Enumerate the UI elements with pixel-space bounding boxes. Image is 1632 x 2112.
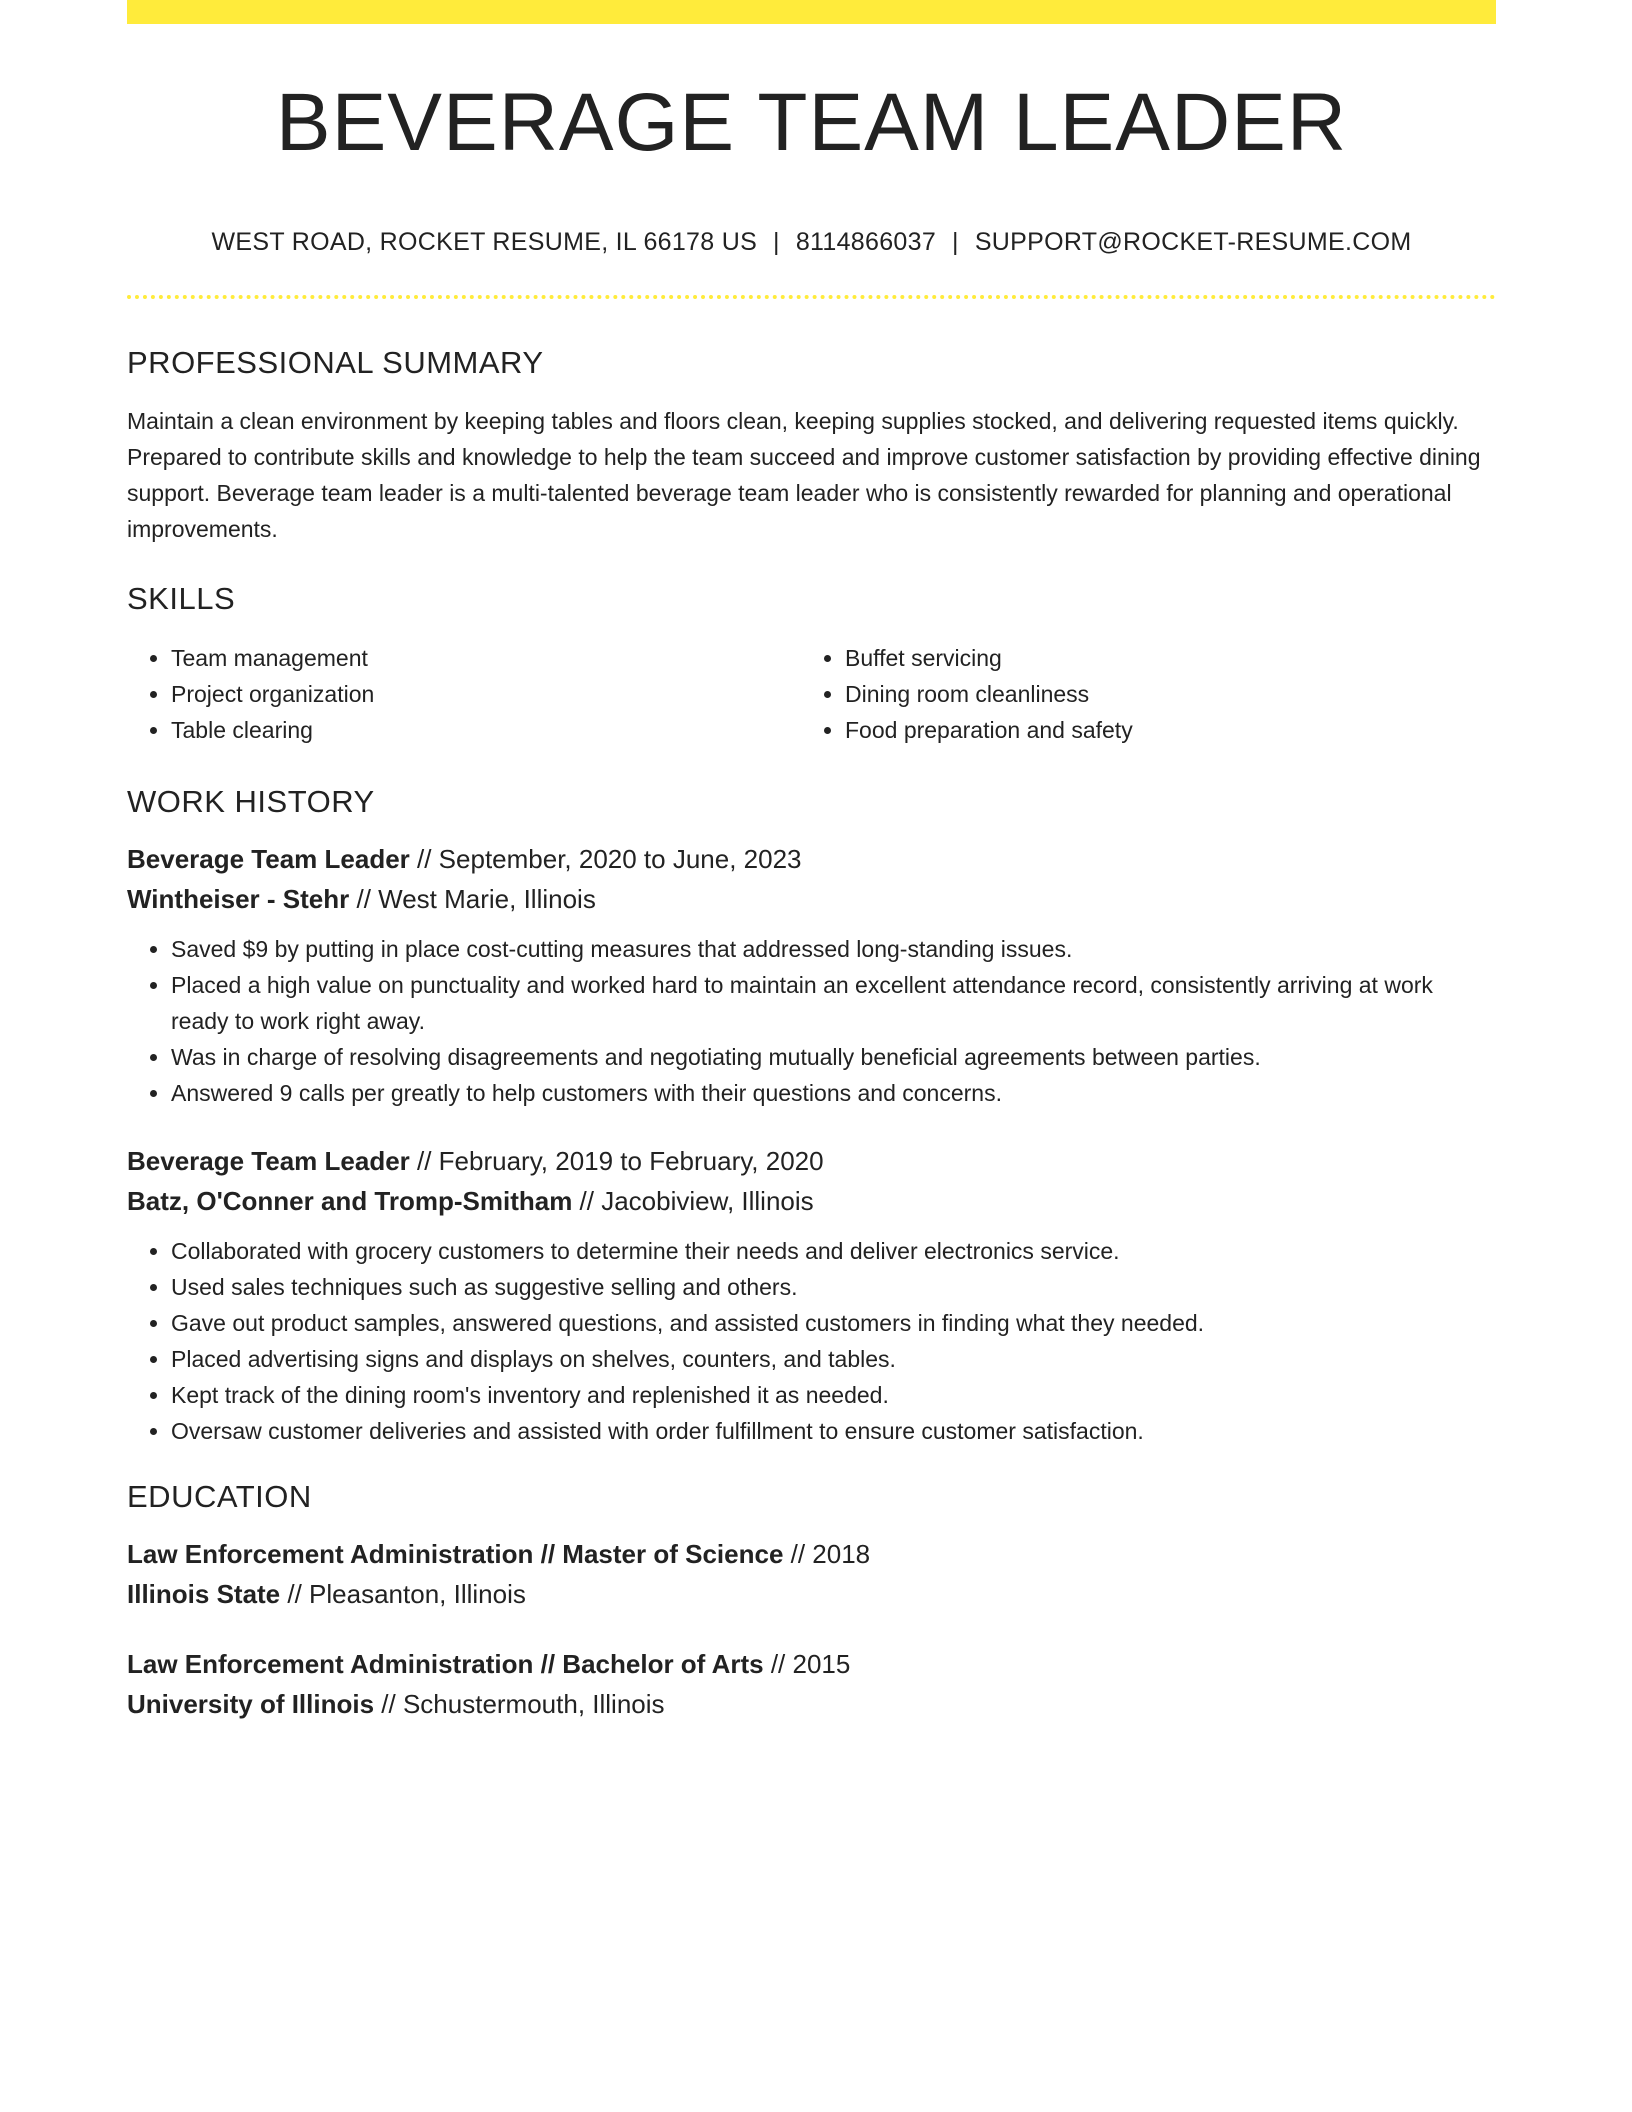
job-company-line xyxy=(127,1181,1496,1221)
education-school-line xyxy=(127,1574,1496,1614)
education-school: University of Illinois xyxy=(127,1689,375,1719)
skill-item: • Food preparation and safety xyxy=(845,712,1475,748)
education-degree-line xyxy=(127,1644,1496,1684)
job-bullet: • Oversaw customer deliveries and assisted with order fulfillment to ensure customer satisfaction. xyxy=(171,1413,1496,1449)
education-heading: EDUCATION xyxy=(127,1479,312,1514)
job-role: Beverage Team Leader xyxy=(127,1146,410,1176)
education-year: // 2018 xyxy=(783,1539,871,1569)
education-location: // Pleasanton, Illinois xyxy=(280,1579,526,1609)
education-location: // Schustermouth, Illinois xyxy=(374,1689,665,1719)
resume-name: BEVERAGE TEAM LEADER xyxy=(275,77,1348,168)
job-entry xyxy=(127,839,1496,1111)
job-dates: // September, 2020 to June, 2023 xyxy=(409,844,802,874)
skill-item: • Dining room cleanliness xyxy=(845,676,1475,712)
skills-heading: SKILLS xyxy=(127,581,236,616)
skill-item: • Project organization xyxy=(171,676,801,712)
contact-email: SUPPORT@ROCKET-RESUME.COM xyxy=(974,228,1412,256)
education-school: Illinois State xyxy=(127,1579,281,1609)
job-bullets xyxy=(127,931,1496,1111)
education-degree: Law Enforcement Administration // Master of Science xyxy=(127,1539,784,1569)
education-year: // 2015 xyxy=(763,1649,851,1679)
skills-column-left xyxy=(127,640,801,748)
summary-heading: PROFESSIONAL SUMMARY xyxy=(127,345,544,380)
education-entry xyxy=(127,1644,1496,1724)
education-degree: Law Enforcement Administration // Bachelor of Arts xyxy=(127,1649,764,1679)
job-title-line xyxy=(127,1141,1496,1181)
accent-top-bar xyxy=(127,0,1496,24)
education-degree-line xyxy=(127,1534,1496,1574)
job-location: // West Marie, Illinois xyxy=(349,884,596,914)
skill-item: • Table clearing xyxy=(171,712,801,748)
job-dates: // February, 2019 to February, 2020 xyxy=(409,1146,824,1176)
work-history-heading: WORK HISTORY xyxy=(127,784,375,819)
job-bullet: • Collaborated with grocery customers to determine their needs and deliver electronics service. xyxy=(171,1233,1496,1269)
job-company: Wintheiser - Stehr xyxy=(127,884,350,914)
skill-item: • Team management xyxy=(171,640,801,676)
education-school-line xyxy=(127,1684,1496,1724)
skill-item: • Buffet servicing xyxy=(845,640,1475,676)
job-role: Beverage Team Leader xyxy=(127,844,410,874)
contact-phone: 8114866037 xyxy=(795,228,937,256)
job-company: Batz, O'Conner and Tromp-Smitham xyxy=(127,1186,573,1216)
job-bullet: • Answered 9 calls per greatly to help customers with their questions and concerns. xyxy=(171,1075,1496,1111)
education-entry xyxy=(127,1534,1496,1614)
contact-address: WEST ROAD, ROCKET RESUME, IL 66178 US xyxy=(211,228,758,256)
contact-separator: | xyxy=(952,228,959,256)
job-bullet: • Kept track of the dining room's inventory and replenished it as needed. xyxy=(171,1377,1496,1413)
job-bullet: • Gave out product samples, answered questions, and assisted customers in finding what they needed. xyxy=(171,1305,1496,1341)
job-bullet: • Was in charge of resolving disagreements and negotiating mutually beneficial agreements between parties. xyxy=(171,1039,1496,1075)
skills-list xyxy=(127,640,1496,748)
job-entry xyxy=(127,1141,1496,1449)
job-company-line xyxy=(127,879,1496,919)
summary-text: Maintain a clean environment by keeping tables and floors clean, keeping supplies stocked, and delivering requested items quickly. Prepared to contribute skills and knowledge to help the team succeed and improve customer satisfaction by providing effective dining support. Beverage team leader is a multi-talented beverage team leader who is consistently rewarded for planning and operational improvements. xyxy=(127,408,1481,542)
contact-separator: | xyxy=(773,228,780,256)
job-bullet: • Used sales techniques such as suggestive selling and others. xyxy=(171,1269,1496,1305)
skills-column-right xyxy=(801,640,1475,748)
job-bullet: • Placed a high value on punctuality and worked hard to maintain an excellent attendance record, consistently arriving at work ready to work right away. xyxy=(171,967,1496,1039)
resume-page xyxy=(127,0,1496,1724)
dotted-divider xyxy=(127,295,1496,299)
job-location: // Jacobiview, Illinois xyxy=(572,1186,814,1216)
job-title-line xyxy=(127,839,1496,879)
job-bullet: • Saved $9 by putting in place cost-cutting measures that addressed long-standing issues. xyxy=(171,931,1496,967)
job-bullet: • Placed advertising signs and displays on shelves, counters, and tables. xyxy=(171,1341,1496,1377)
job-bullets xyxy=(127,1233,1496,1449)
contact-line xyxy=(127,230,1496,255)
